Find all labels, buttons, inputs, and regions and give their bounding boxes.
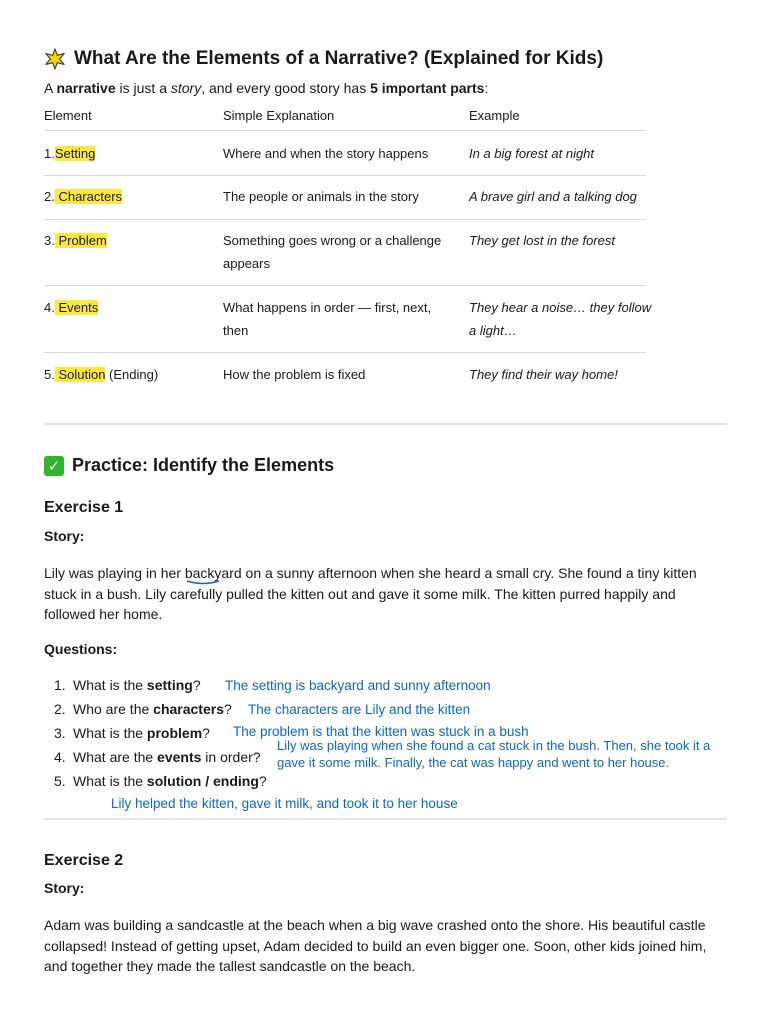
handwritten-answer: The setting is backyard and sunny afternoon: [225, 678, 491, 693]
question-item: [54, 677, 201, 693]
practice-heading-text: Practice: Identify the Elements: [72, 455, 335, 475]
question-keyword: setting: [146, 677, 193, 693]
column-header-example: Example: [469, 108, 520, 123]
page-title-text: What Are the Elements of a Narrative? (Explained for Kids): [74, 48, 604, 69]
element-name-highlighted: Problem: [54, 233, 107, 248]
table-row-element: [44, 229, 214, 252]
question-number: 4.: [54, 749, 66, 765]
check-mark-icon: ✓: [44, 456, 64, 476]
handwritten-answer: gave it some milk. Finally, the cat was happy and went to her house.: [277, 755, 670, 770]
table-row-element: [44, 185, 214, 208]
question-text: ?: [202, 725, 210, 741]
question-item: [54, 773, 267, 789]
question-number: 1.: [54, 677, 66, 693]
element-suffix: (Ending): [105, 367, 159, 382]
question-keyword: solution / ending: [146, 773, 259, 789]
element-name-highlighted: Solution: [54, 367, 106, 382]
exercise-2-title: Exercise 2: [44, 852, 124, 869]
handwritten-answer: Lily was playing when she found a cat stuck in the bush. Then, she took it a: [277, 738, 711, 753]
column-header-element: Element: [44, 108, 92, 123]
page-title: [44, 48, 603, 70]
table-row-divider: [44, 285, 646, 286]
question-number: 3.: [54, 725, 66, 741]
row-number: 1.: [44, 146, 55, 161]
column-header-explanation: Simple Explanation: [223, 108, 335, 123]
intro-bold: 5 important parts: [370, 80, 485, 96]
question-item: [54, 725, 210, 741]
question-item: [54, 749, 261, 765]
intro-part: :: [484, 80, 489, 96]
table-row-element: [44, 296, 214, 319]
question-text: ?: [223, 701, 232, 717]
exercise-1-title: Exercise 1: [44, 499, 124, 516]
table-row-element: [44, 363, 214, 386]
table-row-explanation: What happens in order — first, next, then: [223, 300, 432, 338]
table-row-example: In a big forest at night: [469, 146, 595, 161]
question-text: What is the: [73, 677, 147, 693]
handwritten-answer: The characters are Lily and the kitten: [248, 702, 471, 717]
element-name-highlighted: Setting: [54, 146, 96, 161]
sparkle-icon: [44, 48, 66, 70]
question-item: [54, 701, 232, 717]
question-text: in order?: [201, 749, 261, 765]
intro-part: A: [44, 80, 57, 96]
exercise-2-story: Adam was building a sandcastle at the beach when a big wave crashed onto the shore. His beautiful castle collapsed! Instead of getting upset, Adam decided to build an even bigger one. Soon, other kids joined him, and together they made the tallest sandcastle on the beach.: [44, 917, 707, 974]
row-number: 3.: [44, 233, 55, 248]
section-divider: [44, 423, 727, 425]
row-number: 5.: [44, 367, 55, 382]
question-text: ?: [192, 677, 201, 693]
table-row-explanation: The people or animals in the story: [223, 189, 419, 204]
question-text: ?: [258, 773, 267, 789]
table-row-divider: [44, 352, 646, 353]
section-divider: [44, 818, 727, 820]
handwritten-answer: The problem is that the kitten was stuck in a bush: [233, 724, 529, 739]
story-label: Story:: [44, 880, 85, 896]
question-keyword: characters: [153, 701, 224, 717]
table-row-example: They find their way home!: [469, 367, 618, 382]
handwritten-underline-mark: [186, 578, 220, 586]
table-row-explanation: Where and when the story happens: [223, 146, 429, 161]
practice-heading: [44, 455, 334, 476]
element-name-highlighted: Characters: [54, 189, 123, 204]
table-row-example: They hear a noise… they follow a light…: [469, 300, 652, 338]
table-row-example: A brave girl and a talking dog: [469, 189, 637, 204]
question-number: 2.: [54, 701, 66, 717]
question-text: What is the: [73, 773, 147, 789]
row-number: 2.: [44, 189, 55, 204]
table-header-divider: [44, 130, 646, 131]
intro-bold: narrative: [56, 80, 116, 96]
table-row-divider: [44, 175, 646, 176]
question-keyword: events: [157, 749, 202, 765]
row-number: 4.: [44, 300, 55, 315]
intro-part: , and every good story has: [201, 80, 371, 96]
table-row-explanation: Something goes wrong or a challenge appears: [223, 233, 442, 271]
question-text: What is the: [73, 725, 147, 741]
question-keyword: problem: [146, 725, 203, 741]
table-row-divider: [44, 219, 646, 220]
question-text: Who are the: [73, 701, 154, 717]
handwritten-answer: Lily helped the kitten, gave it milk, and took it to her house: [111, 796, 458, 811]
story-label: Story:: [44, 528, 85, 544]
intro-italic: story: [170, 80, 202, 96]
question-number: 5.: [54, 773, 66, 789]
table-row-explanation: How the problem is fixed: [223, 367, 366, 382]
intro-part: is just a: [115, 80, 171, 96]
element-name-highlighted: Events: [54, 300, 99, 315]
exercise-1-story: Lily was playing in her backyard on a sunny afternoon when she heard a small cry. She found a tiny kitten stuck in a bush. Lily carefully pulled the kitten out and gave it some milk. The kitten purred happily and followed her home.: [44, 565, 697, 622]
table-row-element: [44, 142, 214, 165]
table-row-example: They get lost in the forest: [469, 233, 615, 248]
intro-text: [44, 80, 488, 96]
questions-label: Questions:: [44, 641, 118, 657]
question-text: What are the: [73, 749, 158, 765]
